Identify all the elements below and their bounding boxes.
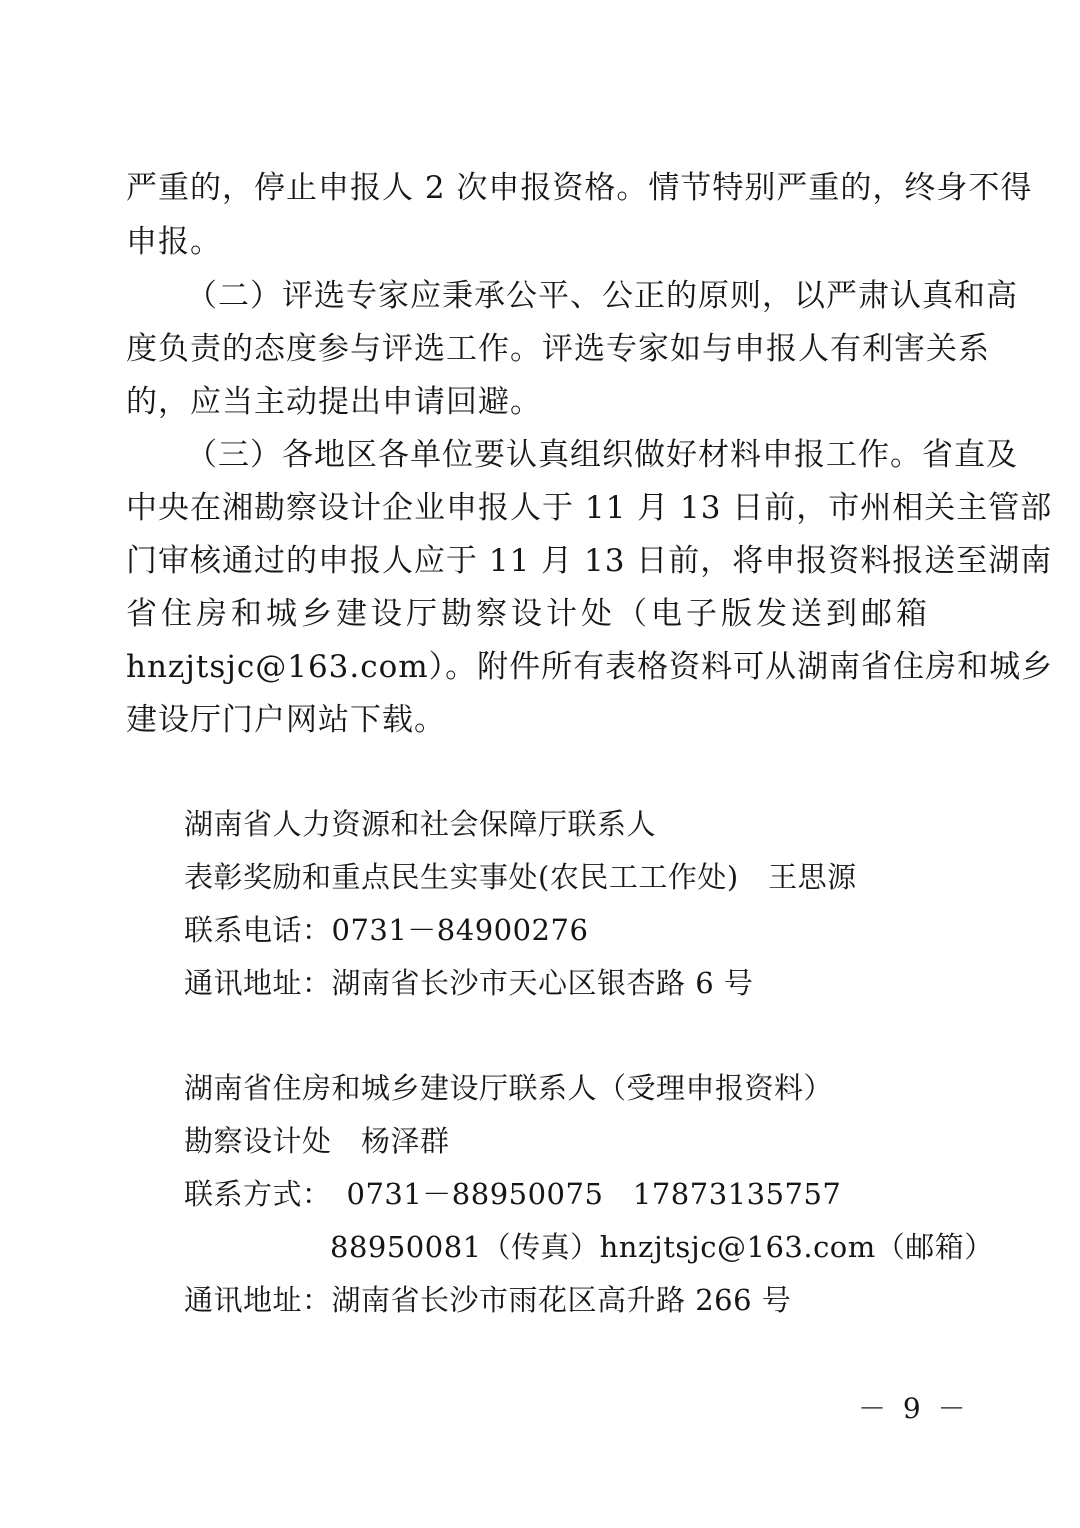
paragraph-line: 建设厅门户网站下载。: [126, 702, 446, 738]
paragraph-line: 中央在湘勘察设计企业申报人于 11 月 13 日前，市州相关主管部: [126, 490, 1053, 526]
paragraph-line: hnzjtsjc@163.com）。附件所有表格资料可从湖南省住房和城乡: [126, 649, 1054, 685]
paragraph-line: （二）评选专家应秉承公平、公正的原则，以严肃认真和高: [186, 278, 1018, 314]
paragraph-line: 门审核通过的申报人应于 11 月 13 日前，将申报资料报送至湖南: [126, 543, 1053, 579]
contact-line: 联系电话：0731－84900276: [184, 913, 589, 947]
contact-line: 88950081（传真）hnzjtsjc@163.com（邮箱）: [330, 1230, 994, 1264]
contact-line: 湖南省人力资源和社会保障厅联系人: [184, 807, 657, 841]
contact-line: 通讯地址：湖南省长沙市天心区银杏路 6 号: [184, 966, 754, 1000]
paragraph-line: （三）各地区各单位要认真组织做好材料申报工作。省直及: [186, 437, 1018, 473]
paragraph-line: 省住房和城乡建设厅勘察设计处（电子版发送到邮箱: [126, 596, 928, 632]
contact-line: 勘察设计处 杨泽群: [184, 1124, 450, 1158]
contact-line: 联系方式： 0731－88950075 17873135757: [184, 1177, 842, 1211]
contact-line: 湖南省住房和城乡建设厅联系人（受理申报资料）: [184, 1071, 834, 1105]
paragraph-line: 度负责的态度参与评选工作。评选专家如与申报人有利害关系: [126, 331, 990, 367]
paragraph-line: 严重的，停止申报人 2 次申报资格。情节特别严重的，终身不得: [126, 170, 1033, 206]
paragraph-line: 申报。: [126, 224, 222, 260]
contact-line: 表彰奖励和重点民生实事处(农民工工作处) 王思源: [184, 860, 857, 894]
paragraph-line: 的，应当主动提出申请回避。: [126, 384, 542, 420]
contact-line: 通讯地址：湖南省长沙市雨花区高升路 266 号: [184, 1283, 792, 1317]
page-number: － 9 －: [858, 1392, 970, 1425]
